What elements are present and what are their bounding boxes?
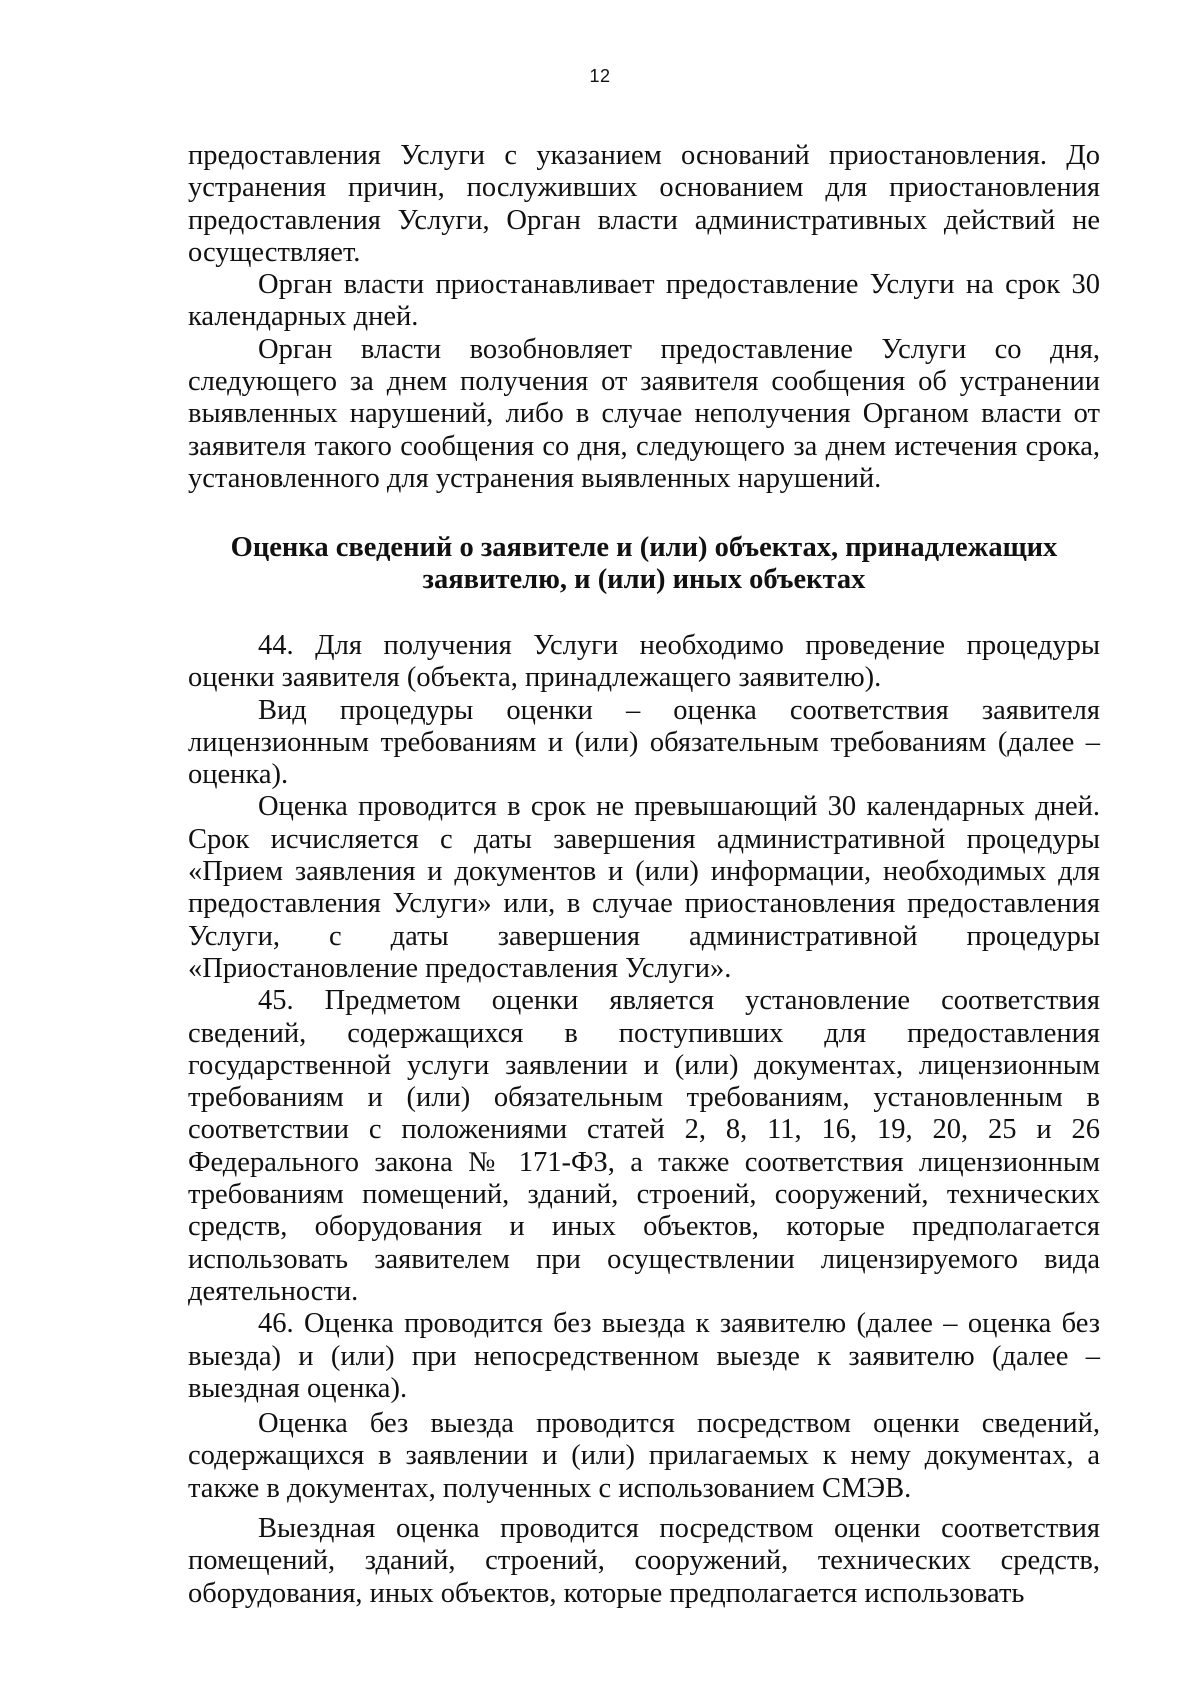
paragraph-resumption: Орган власти возобновляет предоставление Услуги со дня, следующего за днем получения от заявителя сообщения об устранении выявленных нарушений, либо в случае неполучения Органом власти от заявителя такого сообщения со дня, следующего за днем истечения срока, установленного для устранения выявленных нарушений. — [188, 333, 1100, 494]
paragraph-44: 44. Для получения Услуги необходимо проведение процедуры оценки заявителя (объекта, принадлежащего заявителю). — [188, 630, 1100, 694]
paragraph-assessment-term: Оценка проводится в срок не превышающий 30 календарных дней. Срок исчисляется с даты завершения административной процедуры «Прием заявления и документов и (или) информации, необходимых для предоставления Услуги» или, в случае приостановления предоставления Услуги, с даты завершения административной процедуры «Приостановление предоставления Услуги». — [188, 791, 1100, 984]
section-heading — [188, 532, 1100, 596]
page-number: 12 — [589, 66, 611, 86]
paragraph-assessment-without-visit: Оценка без выезда проводится посредством оценки сведений, содержащихся в заявлении и (или) прилагаемых к нему документах, а также в документах, полученных с использованием СМЭВ. — [188, 1408, 1100, 1504]
section-heading-line-1: Оценка сведений о заявителе и (или) объектах, принадлежащих — [230, 532, 1058, 563]
bottom-text-block — [188, 630, 1100, 1610]
section-heading-line-2: заявителю, и (или) иных объектах — [422, 564, 866, 595]
top-text-block — [188, 140, 1100, 495]
paragraph-suspension-term: Орган власти приостанавливает предоставление Услуги на срок 30 календарных дней. — [188, 269, 1100, 333]
paragraph-46: 46. Оценка проводится без выезда к заявителю (далее – оценка без выезда) и (или) при непосредственном выезде к заявителю (далее – выездная оценка). — [188, 1308, 1100, 1404]
paragraph-continuation: предоставления Услуги с указанием оснований приостановления. До устранения причин, послуживших основанием для приостановления предоставления Услуги, Орган власти административных действий не осуществляет. — [188, 140, 1100, 268]
paragraph-45: 45. Предметом оценки является установление соответствия сведений, содержащихся в поступивших для предоставления государственной услуги заявлении и (или) документах, лицензионным требованиям и (или) обязательным требованиям, установленным в соответствии с положениями статей 2, 8, 11, 16, 19, 20, 25 и 26 Федерального закона № 171-ФЗ, а также соответствия лицензионным требованиям помещений, зданий, строений, сооружений, технических средств, оборудования и иных объектов, которые предполагается использовать заявителем при осуществлении лицензируемого вида деятельности. — [188, 985, 1100, 1307]
paragraph-on-site-assessment: Выездная оценка проводится посредством оценки соответствия помещений, зданий, строений, сооружений, технических средств, оборудования, иных объектов, которые предполагается использовать — [188, 1513, 1100, 1609]
paragraph-assessment-type: Вид процедуры оценки – оценка соответствия заявителя лицензионным требованиям и (или) обязательным требованиям (далее – оценка). — [188, 694, 1100, 791]
